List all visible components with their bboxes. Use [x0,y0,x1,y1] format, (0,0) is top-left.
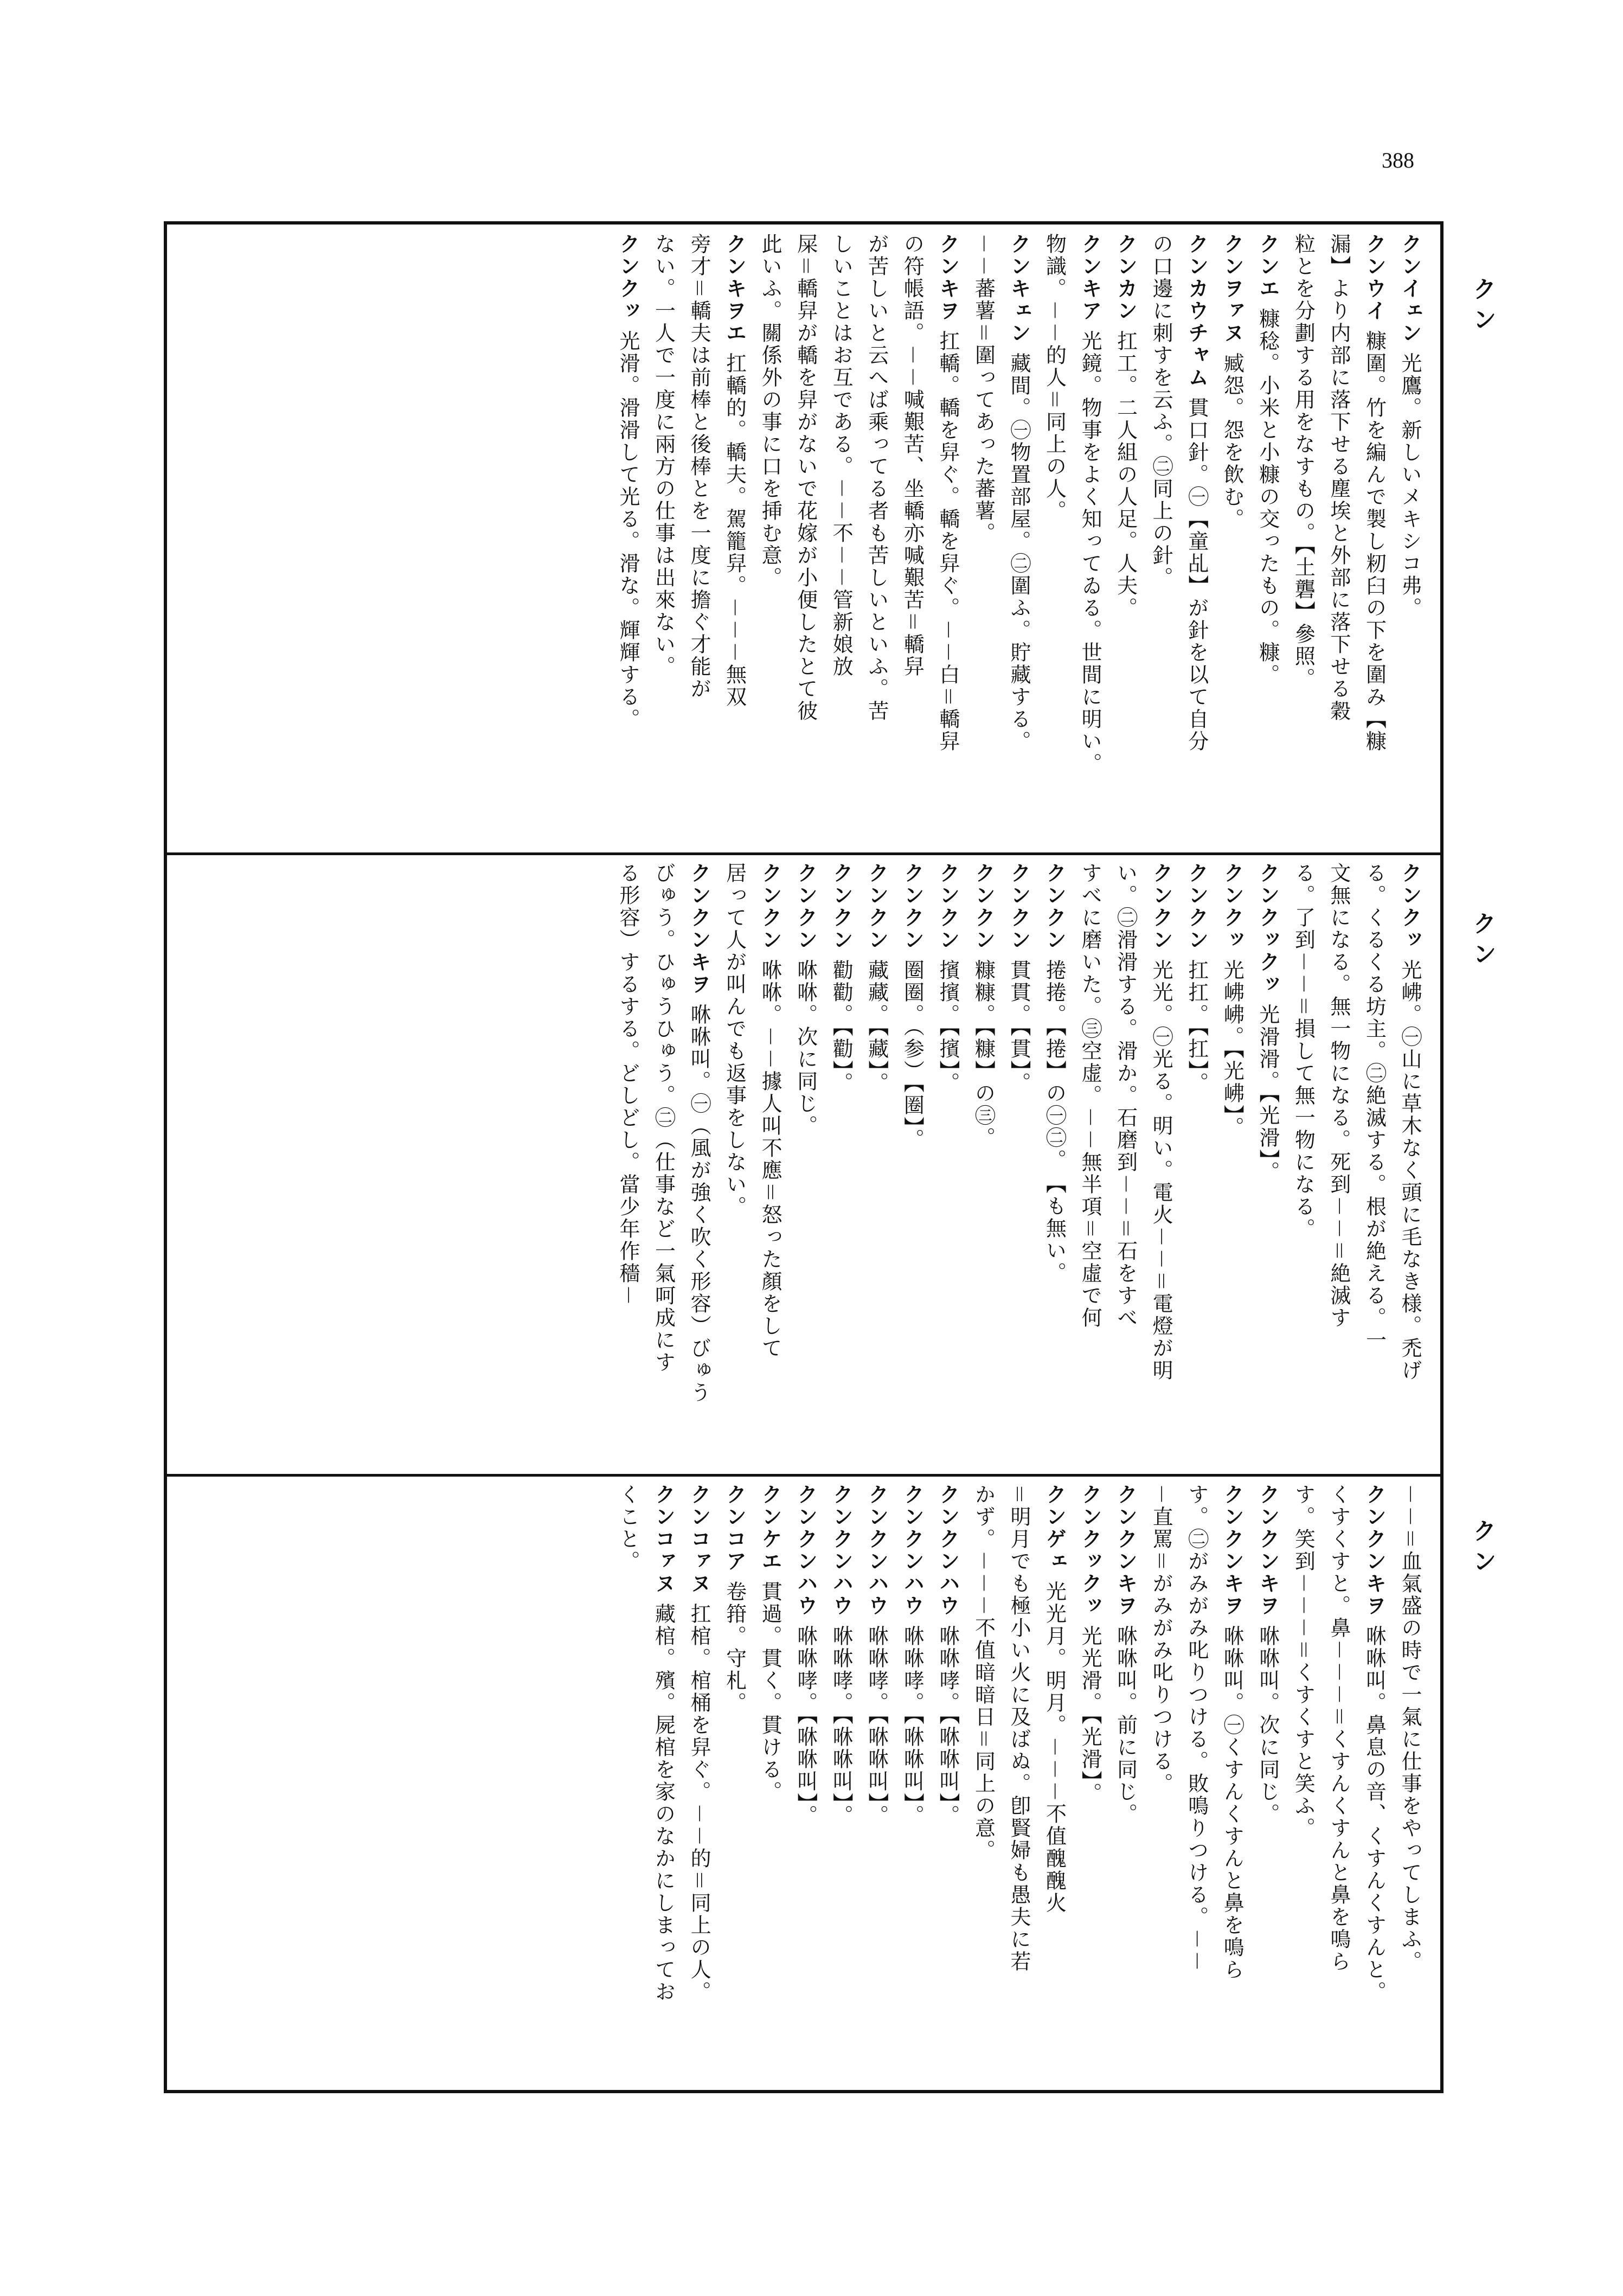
dictionary-entry [1144,862,1178,1464]
entry-headword-reading: クンクン [829,862,854,951]
entry-text: 咻咻。－－據人叫不應＝怒った顏をして [758,951,782,1360]
entry-text: 藏棺。殯。屍棺を家のなかにしまってお [651,1595,676,2004]
dictionary-entry [1215,862,1249,1464]
dictionary-entry [1073,233,1107,843]
dictionary-entry [1250,1484,1284,2080]
dictionary-entry [682,862,716,1464]
entry-text: ない。一人で一度に兩方の仕事は出來ない。 [651,233,676,678]
dictionary-entry [682,1484,716,2080]
entry-text: 屎＝轎舁が轎を舁がないで花嫁が小便したとて彼 [793,233,818,723]
entry-text: 咻咻哮。【咻咻叫】。 [935,1617,960,1827]
entry-headword-reading: クンクン [1149,862,1173,951]
dictionary-entry [1037,862,1071,1464]
entry-text: 卷箝。守札。 [722,1573,747,1715]
entry-headword-reading: クンクン [1006,862,1031,951]
entry-text: 咻咻叫。次に同じ。 [1255,1617,1280,1826]
entry-text: ＝明月でも極小い火に及ばぬ。卽賢婦も愚夫に若 [1006,1484,1031,1973]
entry-headword-reading: クンウイ [1362,233,1387,322]
entry-text: 藏藏。【藏】。 [864,951,889,1095]
entry-headword-reading: クンクン [900,862,925,951]
dictionary-entry [646,1484,680,2080]
dictionary-entry [1002,233,1035,843]
dictionary-entry [1393,862,1426,1464]
entry-continuation-line [1073,862,1107,1464]
entry-text: －直罵＝がみがみ叱りつける。 [1149,1484,1173,1795]
entry-band-bottom [184,1484,1426,2080]
entry-text: す。笑到－－－＝くすくすと笑ふ。 [1291,1484,1316,1840]
entry-text: 光光。㊀光る。明い。電火－－＝電燈が明 [1149,951,1173,1382]
entry-text: 咻咻叫。㊀（風が強く吹く形容）びゅう [687,996,711,1404]
dictionary-entry [753,1484,787,2080]
entry-text: すべに磨いた。㊂空虚。－－無半項＝空虛で何 [1078,862,1102,1330]
entry-text: 光鏡。物事をよく知ってゐる。世間に明い。 [1078,322,1102,775]
entry-text: 貫過。貫く。貫ける。 [758,1573,782,1804]
entry-headword-reading: クンクックッ [1078,1484,1102,1617]
dictionary-entry [788,862,822,1464]
entry-continuation-line [966,1484,1000,2080]
entry-text: －－蕃薯＝圍ってあった蕃薯。 [971,233,996,545]
entry-continuation-line [611,1484,644,2080]
entry-continuation-line [1322,1484,1355,2080]
entry-headword-reading: クンクンハウ [935,1484,960,1617]
entry-headword-reading: クンクンハウ [900,1484,925,1617]
dictionary-entry [1108,233,1142,843]
entry-text: 貫口針。㊀【童乩】が針を以て自分 [1184,389,1209,753]
entry-continuation-line [824,233,858,843]
entry-continuation-line [788,233,822,843]
entry-text: る。くるくる坊主。㊁絶滅する。根が絶える。一 [1362,862,1387,1351]
entry-continuation-line [717,862,751,1464]
entry-headword-reading: クンキア [1078,233,1102,322]
entry-text: 咻咻哮。【咻咻叫】。 [900,1617,925,1827]
entry-text: しいことはお互である。－－不－－管新娘放 [829,233,854,678]
entry-continuation-line [646,233,680,843]
entry-headword-reading: クンクンキヲ [687,862,711,996]
entry-continuation-line [611,862,644,1464]
dictionary-entry [1179,862,1213,1464]
dictionary-entry [931,862,964,1464]
entry-text: 旁才＝轎夫は前棒と後棒とを一度に擔ぐ才能が [687,233,711,701]
page-number: 388 [1382,148,1414,172]
entry-text: 糠稔。小米と小糠の交ったもの。糠。 [1255,300,1280,687]
dictionary-entry [1250,862,1284,1464]
entry-text: びゅう。ひゅうひゅう。㊁（仕事など一氣呵成にす [651,862,676,1374]
dictionary-entry [1037,1484,1071,2080]
entry-headword-reading: クンイェン [1398,233,1422,344]
entry-text: 粒とを分劃する用をなすもの。【土礱】參照。 [1291,233,1316,690]
entry-headword-reading: クンクンキヲ [1362,1484,1387,1617]
entry-text: す。㊁がみがみ叱りつける。敗鳴りつける。－－ [1184,1484,1209,1973]
entry-continuation-line [1037,233,1071,843]
dictionary-entry [931,233,964,843]
entry-text: 扛扛。【扛】。 [1184,951,1209,1095]
entry-text: の符帳語。－－喊艱苦、坐轎亦喊艱苦＝轎舁 [900,233,925,678]
entry-text: 捲捲。【捲】の㊀㊁。 【も無い。 [1042,951,1067,1285]
dictionary-entry [966,862,1000,1464]
dictionary-entry [753,862,787,1464]
entry-headword-reading: クンキヲ [935,233,960,322]
band-divider-1 [164,852,1444,855]
entry-text: 光𡶒。㊀山に草木なく頭に毛なき様。禿げ [1398,951,1422,1382]
entry-continuation-line [1322,862,1355,1464]
entry-text: 糠圍。竹を編んで製し籾臼の下を圍み【糠 [1362,322,1387,753]
entry-text: 光光月。明月。－－－不值醜醜火 [1042,1573,1067,1915]
entry-text: 光滑滑。【光滑】。 [1255,996,1280,1184]
entry-text: 勸勸。【勸】。 [829,951,854,1095]
entry-headword-reading: クンヲァヌ [1220,233,1244,344]
entry-band-top [184,233,1426,843]
running-head-top: クン [1468,277,1496,337]
dictionary-entry [1215,233,1249,843]
entry-headword-reading: クンクン [935,862,960,951]
entry-text: 藏間。㊀物置部屋。㊁圍ふ。貯藏する。 [1006,344,1031,753]
entry-text: くすくすと。鼻－－－＝くすんくすんと鼻を鳴ら [1326,1484,1351,1973]
dictionary-entry [1250,233,1284,843]
entry-headword-reading: クンクンハウ [829,1484,854,1617]
entry-headword-reading: クンカン [1113,233,1138,322]
entry-text: 扛棺。棺桶を舁ぐ。－－的＝同上の人。 [687,1595,711,2004]
entry-headword-reading: クンクンキヲ [1220,1484,1244,1617]
dictionary-entry [859,1484,893,2080]
entry-headword-reading: クンキェン [1006,233,1031,344]
entry-text: る。了到－－＝損して無一物になる。 [1291,862,1316,1241]
dictionary-entry [1393,233,1426,843]
entry-headword-reading: クンクンハウ [793,1484,818,1617]
entry-text: 咻咻叫。鼻息の音、くすんくすんと。 [1362,1617,1387,2004]
entry-text: が苦しいと云へば乘ってる者も苦しいといふ。苦 [864,233,889,722]
dictionary-entry [895,1484,929,2080]
entry-text: 擯擯。【擯】。 [935,951,960,1095]
entry-headword-reading: クンクン [793,862,818,951]
entry-text: 咻咻叫。前に同じ。 [1113,1617,1138,1826]
entry-headword-reading: クンコァヌ [687,1484,711,1595]
entry-continuation-line [1002,1484,1035,2080]
entry-continuation-line [1108,862,1142,1464]
dictionary-entry [1357,1484,1391,2080]
entry-text: の口邊に刺すを云ふ。㊁同上の針。 [1149,233,1173,589]
entry-headword-reading: クンクックッ [1255,862,1280,996]
dictionary-entry [717,233,751,843]
dictionary-entry [1073,1484,1107,2080]
entry-headword-reading: クンクンキヲ [1113,1484,1138,1617]
entry-text: い。㊁滑滑する。滑か。石磨到－－＝石をすべ [1113,862,1138,1330]
entry-text: 扛轎的。轎夫。駕籠舁。－－－無双 [722,344,747,709]
entry-text: 光滑。滑滑して光る。滑な。輝輝する。 [615,322,640,731]
dictionary-entry [931,1484,964,2080]
entry-text: 臧怨。怨を飲む。 [1220,344,1244,531]
dictionary-entry [1002,862,1035,1464]
entry-headword-reading: クンクン [1184,862,1209,951]
entry-headword-reading: クンクッ [1398,862,1422,951]
entry-continuation-line [1144,1484,1178,2080]
entry-headword-reading: クンクッ [1220,862,1244,951]
entry-continuation-line [753,233,787,843]
entry-continuation-line [1144,233,1178,843]
entry-text: 扛工。二人組の人足。人夫。 [1113,322,1138,620]
entry-text: 糠糠。【糠】の㊂。 [971,951,996,1150]
entry-headword-reading: クンカウチャム [1184,233,1209,389]
entry-headword-reading: クンクッ [615,233,640,322]
entry-continuation-line [1286,862,1320,1464]
entry-text: 咻咻哮。【咻咻叫】。 [793,1617,818,1827]
dictionary-entry [1357,233,1391,843]
dictionary-entry [824,862,858,1464]
entry-continuation-line [1286,233,1320,843]
entry-continuation-line [966,233,1000,843]
entry-continuation-line [1322,233,1355,843]
entry-text: 物識。－－的人＝同上の人。 [1042,233,1067,523]
band-divider-2 [164,1474,1444,1477]
entry-continuation-line [1357,862,1391,1464]
entry-headword-reading: クンキヲエ [722,233,747,344]
entry-continuation-line [646,862,680,1464]
entry-headword-reading: クンコア [722,1484,747,1573]
dictionary-entry [788,1484,822,2080]
entry-headword-reading: クンクン [864,862,889,951]
entry-continuation-line [895,233,929,843]
entry-text: くこと。 [615,1484,640,1573]
entry-headword-reading: クンゲェ [1042,1484,1067,1573]
entry-text: かず。－－－不值暗暗日＝同上の意。 [971,1484,996,1862]
entry-headword-reading: クンクンキヲ [1255,1484,1280,1617]
dictionary-entry [859,862,893,1464]
dictionary-entry [717,1484,751,2080]
dictionary-entry [1215,1484,1249,2080]
dictionary-entry [1108,1484,1142,2080]
entry-text: 圈圈。（参）【圈】。 [900,951,925,1151]
entry-continuation-line [1393,1484,1426,2080]
entry-headword-reading: クンクン [1042,862,1067,951]
entry-text: 光𡶒𡶒。【光𡶒】。 [1220,951,1244,1139]
entry-text: 光鷹。新しいメキシコ弗。 [1398,344,1422,620]
dictionary-entry [895,862,929,1464]
entry-continuation-line [1286,1484,1320,2080]
entry-text: 咻咻哮。【咻咻叫】。 [829,1617,854,1827]
dictionary-entry [611,233,644,843]
entry-continuation-line [682,233,716,843]
entry-text: 居って人が叫んでも返事をしない。 [722,862,747,1218]
entry-band-middle [184,862,1426,1464]
entry-text: －－＝血氣盛の時で一氣に仕事をやってしまふ。 [1398,1484,1422,1973]
dictionary-entry [824,1484,858,2080]
dictionary-entry [1179,233,1213,843]
entry-text: 扛轎。轎を舁ぐ。轎を舁ぐ。－－白＝轎舁 [935,322,960,753]
running-head-middle: クン [1468,911,1496,972]
entry-headword-reading: クンエ [1255,233,1280,300]
entry-text: 貫貫。【貫】。 [1006,951,1031,1095]
entry-text: る形容）するする。どしどし。當少年作穡－ [615,862,640,1307]
entry-text: 此いふ。關係外の事に口を挿む意。 [758,233,782,589]
entry-continuation-line [859,233,893,843]
entry-headword-reading: クンコァヌ [651,1484,676,1595]
entry-text: 咻咻。次に同じ。 [793,951,818,1138]
entry-text: 文無になる。無一物になる。死到－－＝絶滅す [1326,862,1351,1330]
entry-headword-reading: クンクンハウ [864,1484,889,1617]
entry-text: 光光滑。【光滑】。 [1078,1617,1102,1805]
entry-headword-reading: クンケエ [758,1484,782,1573]
entry-continuation-line [1179,1484,1213,2080]
entry-headword-reading: クンクン [971,862,996,951]
entry-text: 咻咻哮。【咻咻叫】。 [864,1617,889,1827]
running-head-bottom: クン [1468,1518,1496,1579]
entry-headword-reading: クンクン [758,862,782,951]
entry-text: 漏】より内部に落下せる塵埃と外部に落下せる穀 [1326,233,1351,722]
entry-text: 咻咻叫。㊀くすんくすんと鼻を鳴ら [1220,1617,1244,1981]
